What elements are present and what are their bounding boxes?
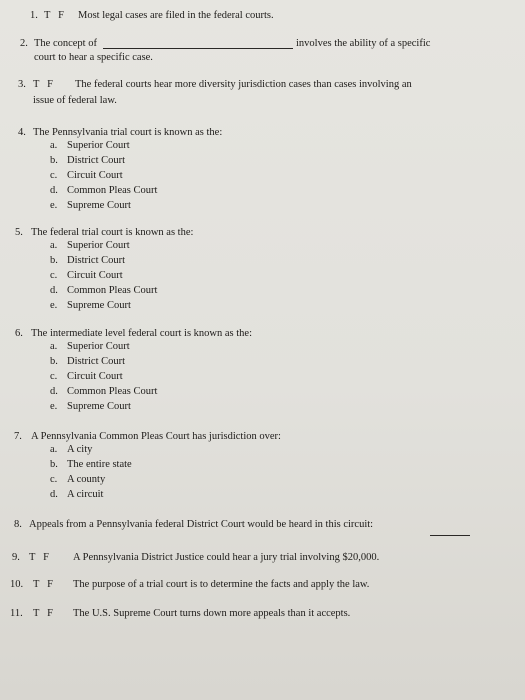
- option-a[interactable]: a. Superior Court: [50, 341, 130, 352]
- option-c[interactable]: c. Circuit Court: [50, 170, 123, 181]
- answer-blank[interactable]: [430, 524, 470, 536]
- question-text: The Pennsylvania trial court is known as the:: [33, 127, 223, 138]
- question-number: 7.: [14, 431, 22, 442]
- option-b[interactable]: b. The entire state: [50, 459, 132, 470]
- option-b[interactable]: b. District Court: [50, 356, 126, 367]
- true-false-choice[interactable]: T F: [33, 79, 53, 90]
- question-text: Most legal cases are filed in the federal courts.: [78, 10, 274, 21]
- question-text: The purpose of a trial court is to determine the facts and apply the law.: [73, 579, 370, 590]
- question-text: Appeals from a Pennsylvania federal District Court would be heard in this circuit:: [29, 519, 374, 530]
- option-list: [50, 339, 157, 414]
- option-c[interactable]: c. Circuit Court: [50, 270, 123, 281]
- option-b[interactable]: b. District Court: [50, 255, 126, 266]
- question-number: 9.: [12, 552, 20, 563]
- question-text-line2: issue of federal law.: [33, 95, 117, 106]
- question-text: The federal courts hear more diversity jurisdiction cases than cases involving an: [75, 79, 412, 90]
- true-false-choice[interactable]: T F: [29, 552, 49, 563]
- true-false-choice[interactable]: T F: [33, 579, 53, 590]
- question-text-line2: court to hear a specific case.: [34, 52, 153, 63]
- question-text-before: The concept of: [34, 38, 97, 49]
- question-text: The U.S. Supreme Court turns down more appeals than it accepts.: [73, 608, 351, 619]
- question-text-after: involves the ability of a specific: [296, 38, 431, 49]
- option-e[interactable]: e. Supreme Court: [50, 200, 131, 211]
- option-c[interactable]: c. A county: [50, 474, 106, 485]
- option-d[interactable]: d. Common Pleas Court: [50, 386, 158, 397]
- option-a[interactable]: a. Superior Court: [50, 240, 130, 251]
- true-false-choice[interactable]: T F: [33, 608, 53, 619]
- option-d[interactable]: d. Common Pleas Court: [50, 285, 158, 296]
- question-number: 1.: [30, 10, 38, 21]
- answer-blank[interactable]: [103, 37, 293, 49]
- question-number: 4.: [18, 127, 26, 138]
- option-list: [50, 442, 132, 502]
- question-text: A Pennsylvania Common Pleas Court has jurisdiction over:: [31, 431, 281, 442]
- question-number: 2.: [20, 38, 28, 49]
- question-text: The federal trial court is known as the:: [31, 227, 194, 238]
- option-e[interactable]: e. Supreme Court: [50, 300, 131, 311]
- option-a[interactable]: a. A city: [50, 444, 93, 455]
- option-list: [50, 138, 157, 213]
- option-a[interactable]: a. Superior Court: [50, 140, 130, 151]
- question-number: 5.: [15, 227, 23, 238]
- question-text: A Pennsylvania District Justice could hear a jury trial involving $20,000.: [73, 552, 380, 563]
- option-c[interactable]: c. Circuit Court: [50, 371, 123, 382]
- question-text: The intermediate level federal court is known as the:: [31, 328, 252, 339]
- option-b[interactable]: b. District Court: [50, 155, 126, 166]
- question-number: 8.: [14, 519, 22, 530]
- option-d[interactable]: d. Common Pleas Court: [50, 185, 158, 196]
- question-number: 3.: [18, 79, 26, 90]
- option-e[interactable]: e. Supreme Court: [50, 401, 131, 412]
- option-d[interactable]: d. A circuit: [50, 489, 104, 500]
- true-false-choice[interactable]: T F: [44, 10, 64, 21]
- question-number: 11.: [10, 608, 23, 619]
- question-number: 10.: [10, 579, 24, 590]
- option-list: [50, 238, 157, 313]
- question-number: 6.: [15, 328, 23, 339]
